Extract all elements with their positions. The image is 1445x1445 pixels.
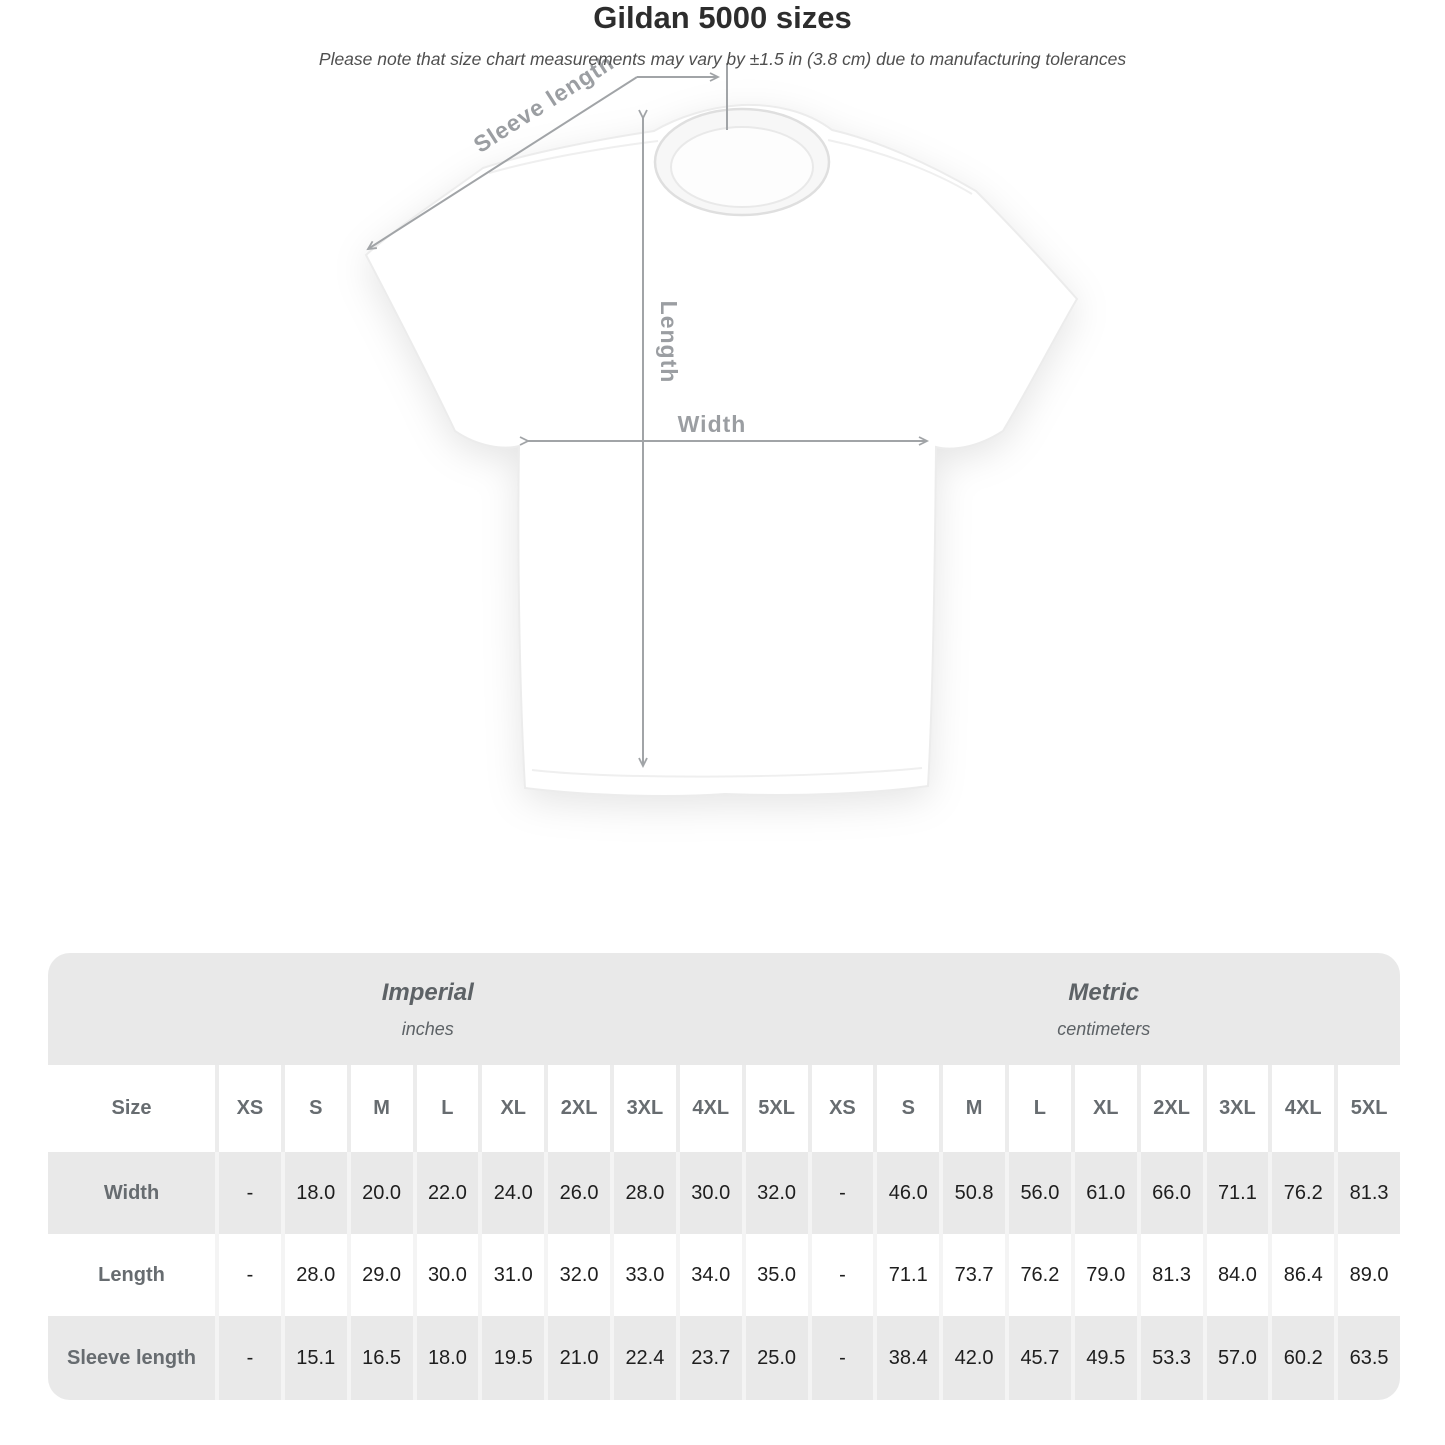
heading-block (0, 0, 1445, 70)
value-imperial-length-l: 30.0 (413, 1234, 479, 1316)
row-label-length: Length (48, 1234, 215, 1316)
value-imperial-length-4xl: 34.0 (676, 1234, 742, 1316)
imperial-group-header (48, 953, 808, 1065)
size-header-metric-xl: XL (1071, 1065, 1137, 1152)
value-metric-length-xs: - (808, 1234, 874, 1316)
size-header-imperial-s: S (281, 1065, 347, 1152)
value-imperial-width-m: 20.0 (347, 1152, 413, 1234)
value-imperial-width-4xl: 30.0 (676, 1152, 742, 1234)
value-metric-length-4xl: 86.4 (1268, 1234, 1334, 1316)
value-imperial-length-m: 29.0 (347, 1234, 413, 1316)
value-metric-sleeve-length-3xl: 57.0 (1203, 1316, 1269, 1400)
value-metric-sleeve-length-5xl: 63.5 (1334, 1316, 1400, 1400)
value-metric-length-2xl: 81.3 (1137, 1234, 1203, 1316)
value-imperial-length-5xl: 35.0 (742, 1234, 808, 1316)
length-label: Length (656, 300, 682, 384)
value-imperial-sleeve-length-3xl: 22.4 (610, 1316, 676, 1400)
size-table (48, 953, 1400, 1400)
value-imperial-sleeve-length-4xl: 23.7 (676, 1316, 742, 1400)
metric-group-header (808, 953, 1401, 1065)
value-metric-width-5xl: 81.3 (1334, 1152, 1400, 1234)
value-imperial-sleeve-length-xs: - (215, 1316, 281, 1400)
value-metric-sleeve-length-4xl: 60.2 (1268, 1316, 1334, 1400)
value-metric-width-l: 56.0 (1005, 1152, 1071, 1234)
size-header-imperial-2xl: 2XL (544, 1065, 610, 1152)
value-metric-width-3xl: 71.1 (1203, 1152, 1269, 1234)
page-title: Gildan 5000 sizes (593, 0, 852, 35)
value-metric-width-4xl: 76.2 (1268, 1152, 1334, 1234)
value-metric-width-xl: 61.0 (1071, 1152, 1137, 1234)
value-imperial-sleeve-length-m: 16.5 (347, 1316, 413, 1400)
value-imperial-sleeve-length-s: 15.1 (281, 1316, 347, 1400)
value-metric-sleeve-length-s: 38.4 (873, 1316, 939, 1400)
size-header-metric-3xl: 3XL (1203, 1065, 1269, 1152)
imperial-unit: inches (401, 1018, 454, 1039)
value-imperial-sleeve-length-5xl: 25.0 (742, 1316, 808, 1400)
value-imperial-sleeve-length-2xl: 21.0 (544, 1316, 610, 1400)
value-imperial-width-xl: 24.0 (478, 1152, 544, 1234)
value-metric-length-m: 73.7 (939, 1234, 1005, 1316)
page-subtitle: Please note that size chart measurements may vary by ±1.5 in (3.8 cm) due to manufacturing tolerances (318, 49, 1127, 69)
value-metric-width-2xl: 66.0 (1137, 1152, 1203, 1234)
size-header-imperial-xs: XS (215, 1065, 281, 1152)
value-imperial-width-s: 18.0 (281, 1152, 347, 1234)
value-imperial-length-2xl: 32.0 (544, 1234, 610, 1316)
value-imperial-length-s: 28.0 (281, 1234, 347, 1316)
sleeve-length-label: Sleeve length (468, 48, 619, 158)
size-header-metric-xs: XS (808, 1065, 874, 1152)
value-imperial-width-2xl: 26.0 (544, 1152, 610, 1234)
metric-label: Metric (1068, 978, 1140, 1006)
size-header-metric-l: L (1005, 1065, 1071, 1152)
value-metric-sleeve-length-xl: 49.5 (1071, 1316, 1137, 1400)
tshirt-illustration (366, 105, 1077, 796)
value-metric-width-m: 50.8 (939, 1152, 1005, 1234)
value-metric-width-s: 46.0 (873, 1152, 939, 1234)
width-label: Width (677, 411, 747, 437)
value-metric-length-5xl: 89.0 (1334, 1234, 1400, 1316)
value-imperial-width-l: 22.0 (413, 1152, 479, 1234)
value-metric-length-l: 76.2 (1005, 1234, 1071, 1316)
value-imperial-length-xs: - (215, 1234, 281, 1316)
value-imperial-width-3xl: 28.0 (610, 1152, 676, 1234)
value-imperial-length-xl: 31.0 (478, 1234, 544, 1316)
size-header-imperial-4xl: 4XL (676, 1065, 742, 1152)
value-imperial-width-5xl: 32.0 (742, 1152, 808, 1234)
size-header-imperial-m: M (347, 1065, 413, 1152)
row-label-sleeve-length: Sleeve length (48, 1316, 215, 1400)
size-header-metric-m: M (939, 1065, 1005, 1152)
size-header-metric-5xl: 5XL (1334, 1065, 1400, 1152)
value-imperial-sleeve-length-xl: 19.5 (478, 1316, 544, 1400)
value-metric-length-s: 71.1 (873, 1234, 939, 1316)
value-metric-sleeve-length-m: 42.0 (939, 1316, 1005, 1400)
imperial-label: Imperial (381, 978, 474, 1006)
size-header-imperial-xl: XL (478, 1065, 544, 1152)
size-column-header: Size (48, 1065, 215, 1152)
size-header-imperial-l: L (413, 1065, 479, 1152)
size-header-metric-s: S (873, 1065, 939, 1152)
value-imperial-width-xs: - (215, 1152, 281, 1234)
metric-unit: centimeters (1057, 1018, 1151, 1039)
value-metric-sleeve-length-xs: - (808, 1316, 874, 1400)
value-metric-sleeve-length-2xl: 53.3 (1137, 1316, 1203, 1400)
row-label-width: Width (48, 1152, 215, 1234)
value-metric-width-xs: - (808, 1152, 874, 1234)
value-metric-length-3xl: 84.0 (1203, 1234, 1269, 1316)
value-metric-length-xl: 79.0 (1071, 1234, 1137, 1316)
value-metric-sleeve-length-l: 45.7 (1005, 1316, 1071, 1400)
size-header-imperial-5xl: 5XL (742, 1065, 808, 1152)
size-header-imperial-3xl: 3XL (610, 1065, 676, 1152)
size-header-metric-4xl: 4XL (1268, 1065, 1334, 1152)
value-imperial-length-3xl: 33.0 (610, 1234, 676, 1316)
size-header-metric-2xl: 2XL (1137, 1065, 1203, 1152)
value-imperial-sleeve-length-l: 18.0 (413, 1316, 479, 1400)
